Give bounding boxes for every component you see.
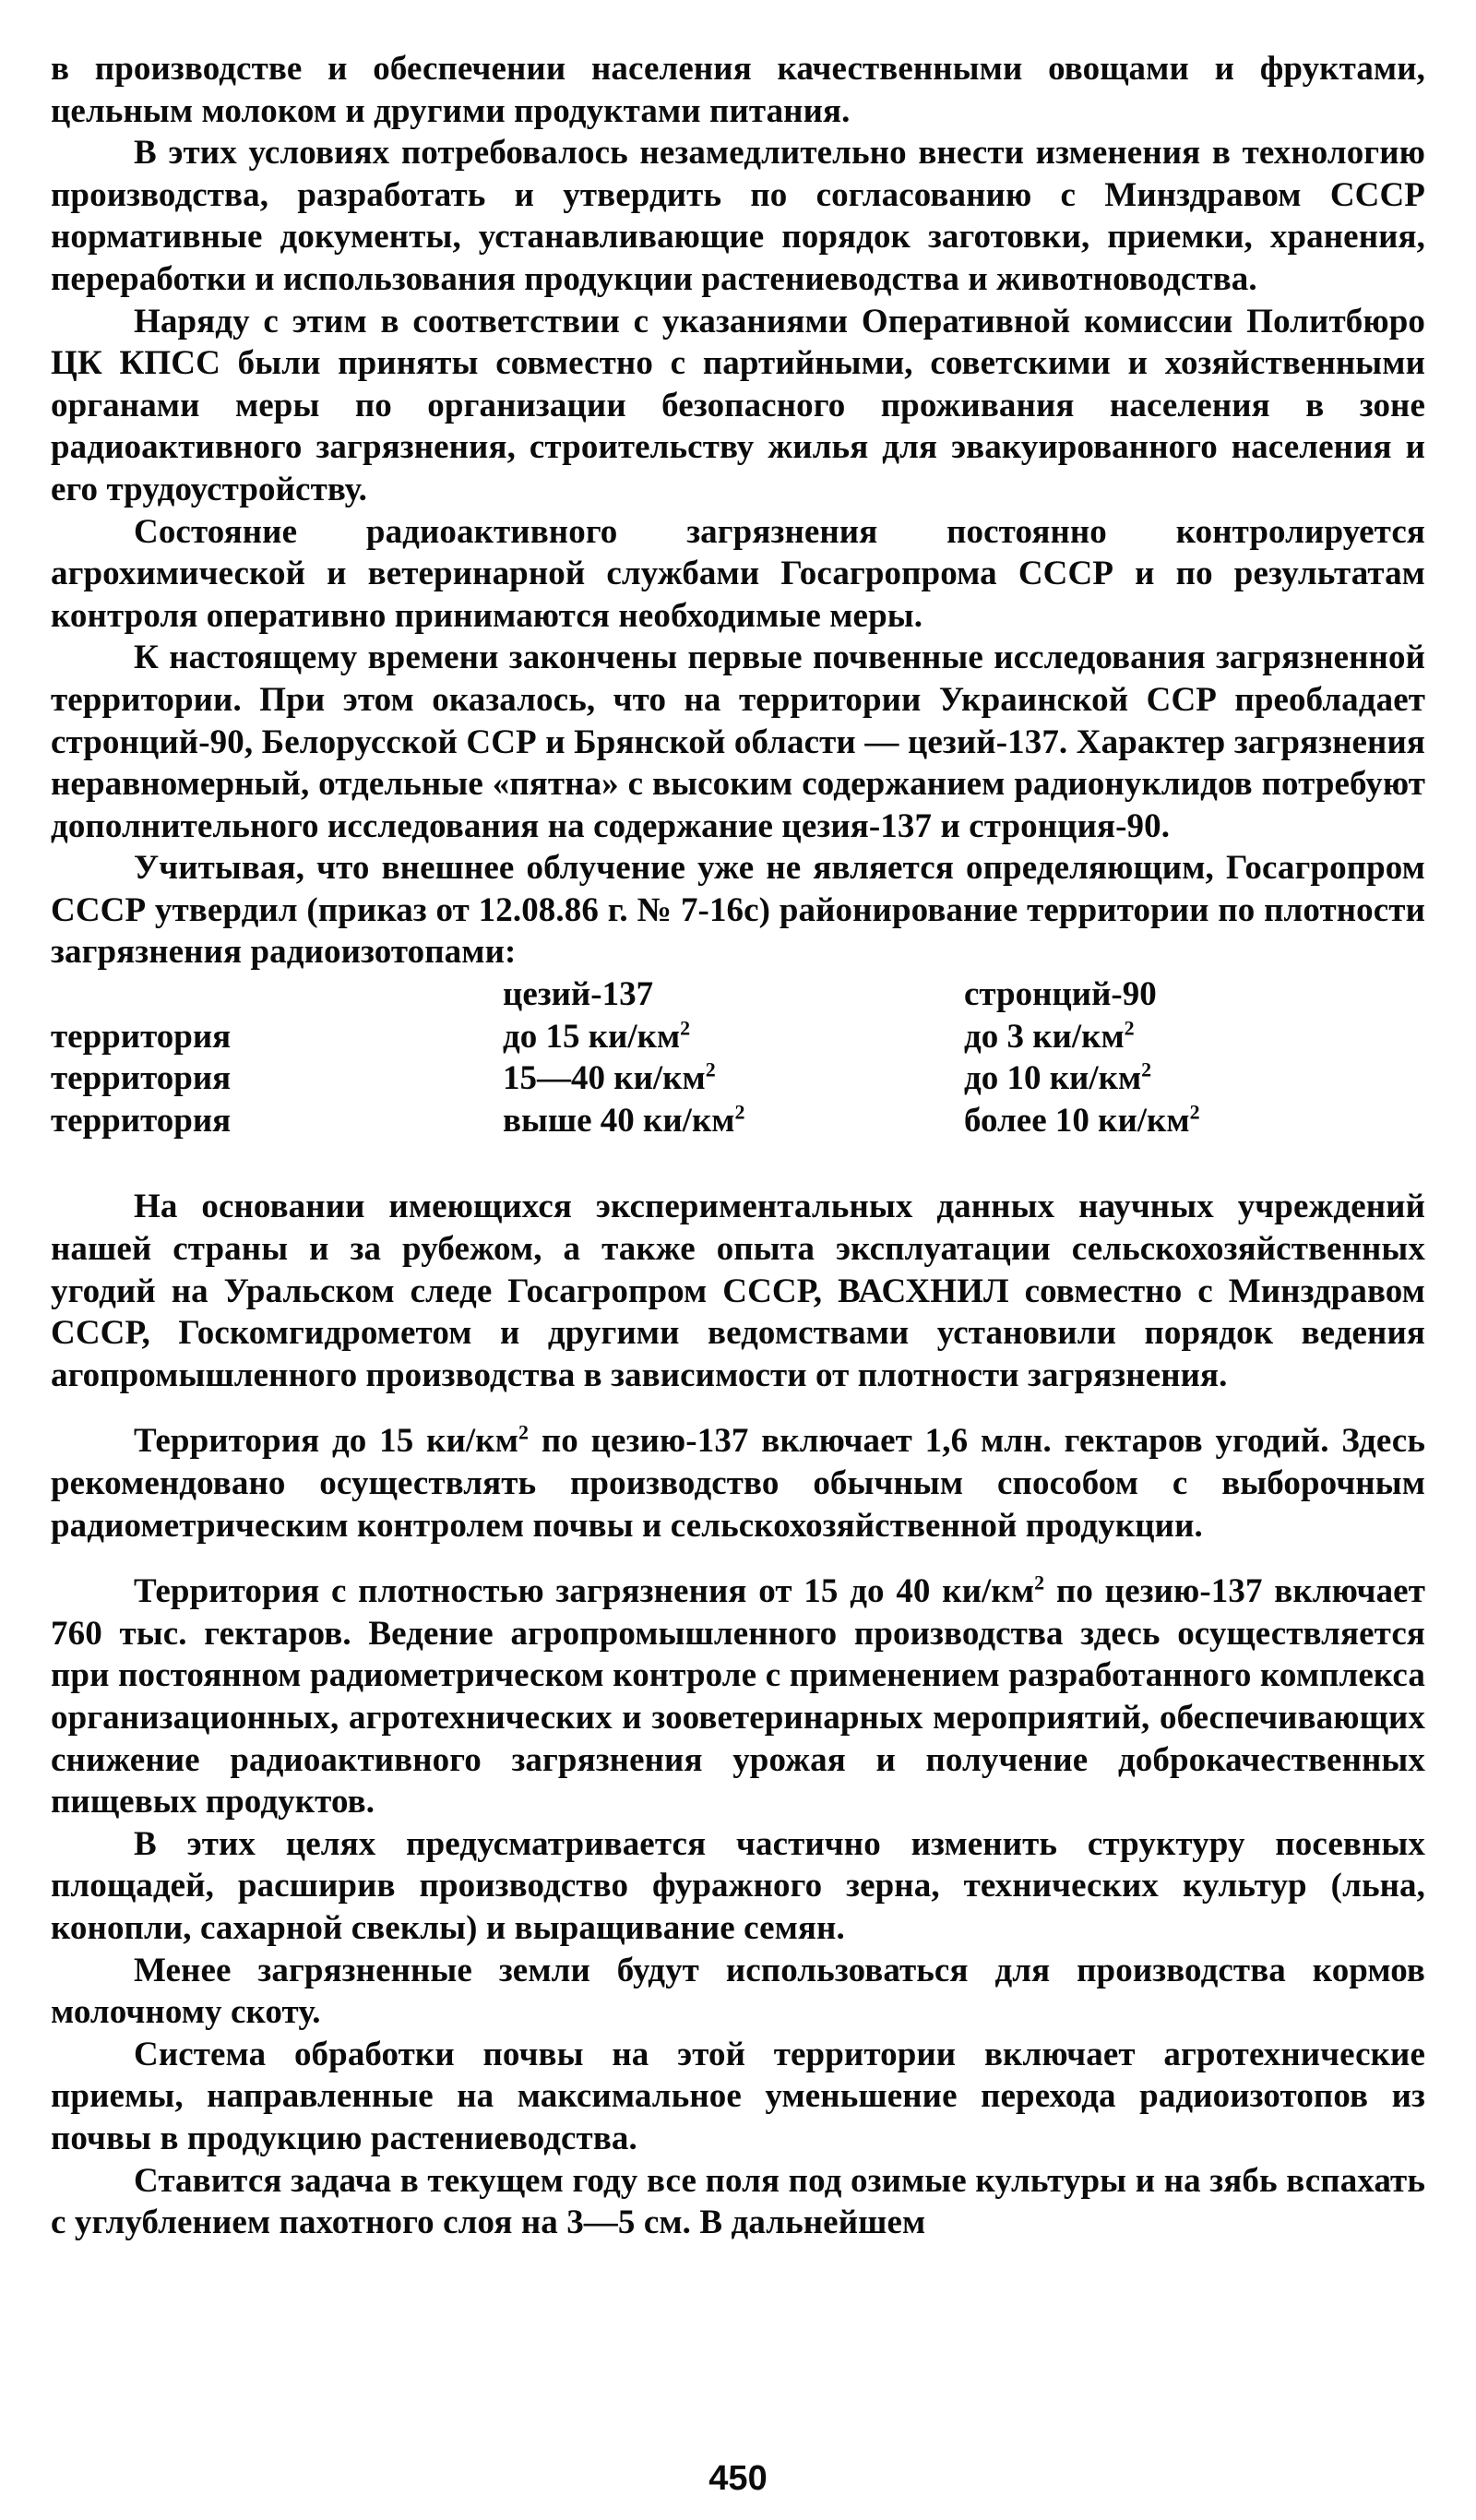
table-header-cesium: цезий-137 (503, 975, 654, 1014)
table-row (51, 1016, 1425, 1058)
paragraph-3: Наряду с этим в соответствии с указаниями Оперативной комиссии Политбюро ЦК КПСС были приняты совместно с партийными, советскими и хозяйственными органами меры по организации безопасного проживания населения в зоне радиоактивного загрязнения, строительству жилья для эвакуированного населения и его трудоустройству. (51, 302, 1425, 508)
document-page (51, 48, 1425, 2244)
cesium-cell: выше 40 $ки/км^2$ (503, 1100, 745, 1140)
table-row (51, 1057, 1425, 1100)
zone-1-paragraph: Территория до 15 $ки/км^2$ по цезию-137 включает 1,6 млн. гектаров угодий. Здесь рекомендовано осуществлять производство обычным способом с выборочным радиометрическим контролем почвы и сельскохозяйственной продукции. (51, 1421, 1425, 1545)
cesium-cell: до 15 $ки/км^2$ (503, 1016, 691, 1056)
table-header-label (51, 973, 503, 1016)
paragraph-5: К настоящему времени закончены первые почвенные исследования загрязненной территории. При этом оказалось, что на территории Украинской ССР преобладает стронций-90, Белорусской ССР и Брянской области — цезий-137. Характер загрязнения неравномерный, отдельные «пятна» с высоким содержанием радионуклидов потребуют дополнительного исследования на содержание цезия-137 и стронция-90. (51, 639, 1425, 845)
table-row (51, 1100, 1425, 1142)
paragraph-6: Учитывая, что внешнее облучение уже не является определяющим, Госагропром СССР утвердил (приказ от 12.08.86 г. № 7-16с) районирование территории по плотности загрязнения радиоизотопами: (51, 849, 1425, 972)
table-header-row (51, 973, 1425, 1016)
strontium-cell: до 3 $ки/км^2$ (964, 1016, 1135, 1056)
strontium-cell: более 10 $ки/км^2$ (964, 1100, 1200, 1140)
paragraph-after-table: На основании имеющихся экспериментальных данных научных учреждений нашей страны и за рубежом, а также опыта эксплуатации сельскохозяйственных угодий на Уральском следе Госагропром СССР, ВАСХНИЛ совместно с Минздравом СССР, Госкомгидрометом и другими ведомствами установили порядок ведения агопромышленного производства в зависимости от плотности загрязнения. (51, 1188, 1425, 1394)
contamination-zones-table (51, 973, 1425, 1141)
row-label: территория (51, 1059, 232, 1098)
paragraph-2: В этих условиях потребовалось незамедлительно внести изменения в технологию производства, разработать и утвердить по согласованию с Минздравом СССР нормативные документы, устанавливающие порядок заготовки, приемки, хранения, переработки и использования продукции растениеводства и животноводства. (51, 134, 1425, 298)
table-header-strontium: стронций-90 (964, 975, 1157, 1014)
paragraph-tail-3: Система обработки почвы на этой территории включает агротехнические приемы, направленные на максимальное уменьшение перехода радиоизотопов из почвы в продукцию растениеводства. (51, 2035, 1425, 2157)
row-label: территория (51, 1017, 232, 1056)
cesium-cell: 15—40 $ки/км^2$ (503, 1057, 716, 1098)
zone-1-heading: Территория до 15 ки/км (134, 1422, 519, 1461)
zone-2-heading: Территория с плотностью загрязнения от 15 до 40 ки/км (134, 1572, 1035, 1611)
strontium-cell: до 10 $ки/км^2$ (964, 1057, 1152, 1098)
paragraph-tail-1: В этих целях предусматривается частично изменить структуру посевных площадей, расширив производство фуражного зерна, технических культур (льна, конопли, сахарной свеклы) и выращивание семян. (51, 1824, 1425, 1947)
page-number: 450 (708, 2459, 768, 2498)
paragraph-tail-2: Менее загрязненные земли будут использоваться для производства кормов молочному скоту. (51, 1951, 1425, 2032)
paragraph-4: Состояние радиоактивного загрязнения постоянно контролируется агрохимической и ветеринарной службами Госагропрома СССР и по результатам контроля оперативно принимаются необходимые меры. (51, 512, 1425, 635)
zone-2-paragraph: Территория с плотностью загрязнения от 15 до 40 $ки/км^2$ по цезию-137 включает 760 тыс. гектаров. Ведение агропромышленного производства здесь осуществляется при постоянном радиометрическом контроле с применением разработанного комплекса организационных, агротехнических и зооветеринарных мероприятий, обеспечивающих снижение радиоактивного загрязнения урожая и получение доброкачественных пищевых продуктов. (51, 1571, 1425, 1821)
row-label: территория (51, 1101, 232, 1140)
paragraph-1: в производстве и обеспечении населения качественными овощами и фруктами, цельным молоком и другими продуктами питания. (51, 50, 1425, 130)
paragraph-tail-4: Ставится задача в текущем году все поля под озимые культуры и на зябь вспахать с углублением пахотного слоя на 3—5 см. В дальнейшем (51, 2161, 1425, 2242)
